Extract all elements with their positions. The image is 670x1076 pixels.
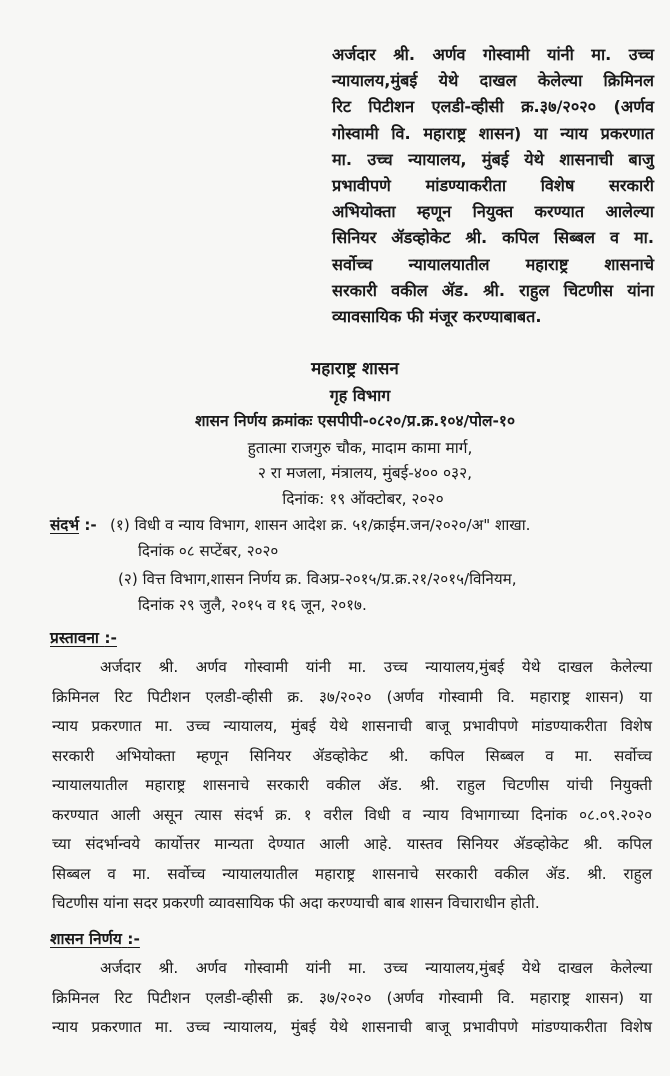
document-date: दिनांक: १९ ऑक्टोबर, २०२० — [282, 490, 444, 508]
reference-2-date: दिनांक २९ जुलै, २०१५ व १६ जून, २०१७. — [138, 596, 367, 614]
decision-line: क्रिमिनल रिट पिटीशन एलडी-व्हीसी क्र. ३७/२०२० (अर्णव गोस्वामी वि. महाराष्ट्र शासन) या — [52, 988, 652, 1007]
department-title: गृह विभाग — [329, 386, 391, 405]
decision-heading-suffix: :- — [127, 930, 140, 948]
subject-line: मा. उच्च न्यायालय, मुंबई येथे शासनाची बाजु — [332, 149, 654, 169]
preamble-line: चिटणीस यांना सदर प्रकरणी व्यावसायिक फी अदा करण्याची बाब शासन विचाराधीन होती. — [52, 894, 540, 912]
subject-line: गोस्वामी वि. महाराष्ट्र शासन) या न्याय प्रकरणात — [332, 123, 654, 143]
preamble-line: क्रिमिनल रिट पिटीशन एलडी-व्हीसी क्र. ३७/२०२० (अर्णव गोस्वामी वि. महाराष्ट्र शासन) या — [52, 687, 652, 706]
decision-heading — [50, 927, 140, 949]
reference-2: (२) वित्त विभाग,शासन निर्णय क्र. विअप्र-२०१५/प्र.क्र.२१/२०१५/विनियम, — [118, 570, 517, 588]
preamble-heading-text: प्रस्तावना — [50, 629, 99, 647]
decision-heading-text: शासन निर्णय — [50, 930, 122, 948]
decision-line: न्याय प्रकरणात मा. उच्च न्यायालय, मुंबई येथे शासनाची बाजू प्रभावीपणे मांडण्याकरीता विशेष — [52, 1018, 652, 1036]
reference-1: (१) विधी व न्याय विभाग, शासन आदेश क्र. ५१/क्राईम.जन/२०२०/अ" शाखा. — [110, 516, 531, 534]
references-label-text: संदर्भ — [50, 516, 80, 534]
subject-block — [332, 42, 654, 330]
preamble-line: न्यायालयातील महाराष्ट्र शासनाचे सरकारी वकील ॲड. श्री. राहुल चिटणीस यांची नियुक्ती — [52, 776, 652, 794]
government-title: महाराष्ट्र शासन — [311, 359, 399, 379]
preamble-line: करण्यात आली असून त्यास संदर्भ क्र. १ वरील विधी व न्याय विभागाच्या दिनांक ०८.०९.२०२० — [52, 805, 652, 824]
decision-paragraph — [52, 954, 652, 1043]
decision-line: अर्जदार श्री. अर्णव गोस्वामी यांनी मा. उच्च न्यायालय,मुंबई येथे दाखल केलेल्या — [100, 959, 652, 977]
subject-line: सरकारी वकील ॲड. श्री. राहुल चिटणीस यांना — [332, 280, 654, 300]
references-label — [50, 515, 97, 535]
references-separator: :- — [84, 516, 97, 534]
address-line-2: २ रा मजला, मंत्रालय, मुंबई-४०० ०३२, — [257, 464, 473, 482]
subject-line: व्यावसायिक फी मंजूर करण्याबाबत. — [332, 307, 542, 327]
preamble-heading-suffix: :- — [104, 629, 117, 647]
subject-line: न्यायालय,मुंबई येथे दाखल केलेल्या क्रिमिनल — [332, 71, 654, 91]
subject-line: अभियोक्ता म्हणून नियुक्त करण्यात आलेल्या — [332, 202, 654, 222]
reference-1-date: दिनांक ०८ सप्टेंबर, २०२० — [138, 542, 279, 560]
address-line-1: हुतात्मा राजगुरु चौक, मादाम कामा मार्ग, — [247, 439, 473, 457]
preamble-line: सरकारी अभियोक्ता म्हणून सिनियर ॲडव्होकेट श्री. कपिल सिब्बल व मा. सर्वोच्च — [52, 746, 652, 765]
subject-line: सर्वोच्च न्यायालयातील महाराष्ट्र शासनाचे — [332, 254, 654, 274]
preamble-paragraph — [52, 653, 652, 919]
preamble-line: अर्जदार श्री. अर्णव गोस्वामी यांनी मा. उच्च न्यायालय,मुंबई येथे दाखल केलेल्या — [100, 658, 652, 676]
subject-line: अर्जदार श्री. अर्णव गोस्वामी यांनी मा. उच्च — [332, 45, 654, 64]
subject-line: सिनियर ॲडव्होकेट श्री. कपिल सिब्बल व मा. — [332, 228, 654, 248]
preamble-line: न्याय प्रकरणात मा. उच्च न्यायालय, मुंबई येथे शासनाची बाजू प्रभावीपणे मांडण्याकरीता विशेष — [52, 717, 652, 735]
subject-line: प्रभावीपणे मांडण्याकरीता विशेष सरकारी — [332, 176, 654, 196]
preamble-line: च्या संदर्भान्वये कार्योत्तर मान्यता देण्यात आली आहे. यास्तव सिनियर ॲडव्होकेट श्री. कपिल — [52, 835, 652, 853]
gr-number: शासन निर्णय क्रमांकः एसपीपी-०८२०/प्र.क्र.१०४/पोल-१० — [194, 412, 516, 430]
preamble-line: सिब्बल व मा. सर्वोच्च न्यायालयातील महाराष्ट्र शासनाचे सरकारी वकील ॲड. श्री. राहुल — [52, 864, 652, 883]
subject-line: रिट पिटीशन एलडी-व्हीसी क्र.३७/२०२० (अर्णव — [332, 97, 654, 117]
preamble-heading — [50, 626, 117, 648]
